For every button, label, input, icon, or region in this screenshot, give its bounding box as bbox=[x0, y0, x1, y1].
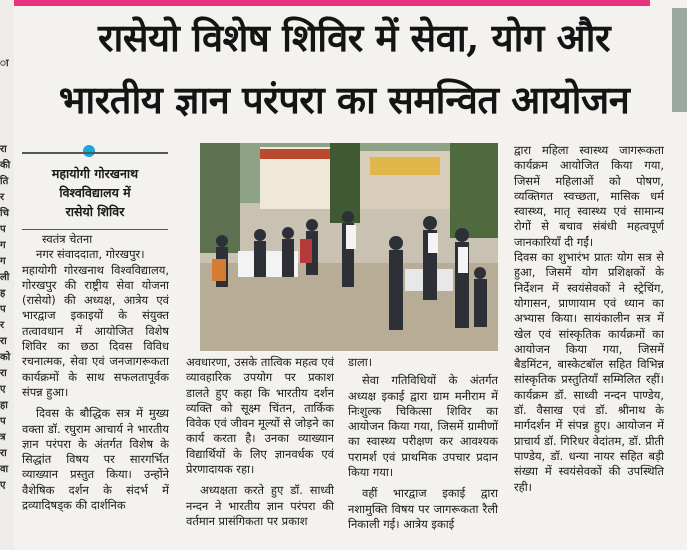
adjacent-fragment-glyph: रा bbox=[0, 448, 7, 459]
byline: स्वतंत्र चेतना bbox=[42, 232, 93, 246]
adjacent-fragment-glyph: ली bbox=[0, 272, 10, 283]
event-photo bbox=[200, 143, 498, 351]
article-column-3 bbox=[348, 355, 498, 548]
article-paragraph: वहीं भारद्वाज इकाई द्वारा नशामुक्ति विषय पर जागरूकता रैली निकाली गई। आत्रेय इकाई bbox=[348, 486, 498, 531]
adjacent-fragment-glyph: रा bbox=[0, 336, 7, 347]
top-accent-bar bbox=[0, 0, 650, 6]
subheading-line-1: महायोगी गोरखनाथ bbox=[51, 166, 139, 181]
article-column-4 bbox=[514, 143, 664, 548]
headline-line-1: रासेयो विशेष शिविर में सेवा, योग और bbox=[97, 15, 611, 60]
adjacent-fragment-glyph: चि bbox=[0, 208, 9, 219]
adjacent-fragment-glyph: ग bbox=[0, 256, 6, 267]
dateline: नगर संवाददाता, गोरखपुर। bbox=[36, 247, 145, 262]
article-paragraph: दिवस का शुभारंभ प्रातः योग सत्र से हुआ, जिसमें योग प्रशिक्षकों के निर्देशन में स्वयंसेवकों ने स्ट्रेचिंग, योगासन, प्राणायाम एवं ध्यान का अभ्यास किया। सायंकालीन सत्र में खेल एवं सांस्कृतिक कार्यक्रमों का आयोजन किया गया, जिसमें बैडमिंटन, बास्केटबॉल सहित विभिन्न सांस्कृतिक प्रस्तुतियाँ सम्मिलित रहीं। कार्यक्रम डॉ. साध्वी नन्दन पाण्डेय, डॉ. वैसाख एवं डॉ. श्रीनाथ के मार्गदर्शन में संपन्न हुए। आयोजन में प्राचार्य डॉ. गिरिधर वेदांतम, डॉ. प्रीती पाण्डेय, डॉ. धन्या नायर सहित बड़ी संख्या में स्वयंसेवकों की उपस्थिति रही। bbox=[514, 250, 664, 494]
adjacent-fragment-glyph: की bbox=[0, 160, 11, 171]
article-paragraph: सेवा गतिविधियों के अंतर्गत अध्यक्ष इकाई द्वारा ग्राम मनीराम में निःशुल्क चिकित्सा शिविर का आयोजन किया गया, जिसमें ग्रामीणों का स्वास्थ्य परीक्षण कर आवश्यक परामर्श एवं प्राथमिक उपचार प्रदान किया गया। bbox=[348, 373, 498, 480]
headline bbox=[14, 12, 674, 126]
article-column-1 bbox=[22, 232, 169, 548]
adjacent-fragment-glyph: रा bbox=[0, 368, 7, 379]
adjacent-fragment-glyph: को bbox=[0, 352, 11, 363]
adjacent-fragment-glyph: वा bbox=[0, 464, 9, 475]
adjacent-fragment-glyph: प bbox=[0, 224, 6, 235]
article-paragraph: महायोगी गोरखनाथ विश्वविद्यालय, गोरखपुर की राष्ट्रीय सेवा योजना (रासेयो) की अध्यक्ष, आत्रेय एवं भारद्वाज इकाइयों के संयुक्त तत्वावधान में आयोजित विशेष शिविर का छठा दिवस विविध रचनात्मक, सेवा एवं जनजागरूकता कार्यक्रमों के साथ सफलतापूर्वक संपन्न हुआ। bbox=[22, 262, 169, 399]
article-paragraph: द्वारा महिला स्वास्थ्य जागरूकता कार्यक्रम आयोजित किया गया, जिसमें महिलाओं को पोषण, व्यक्तिगत स्वच्छता, मासिक धर्म स्वास्थ्य, मातृ स्वास्थ्य एवं सामान्य रोगों से बचाव संबंधी महत्वपूर्ण जानकारियाँ दी गईं। bbox=[514, 143, 664, 249]
subheading-line-2: विश्वविद्यालय में bbox=[59, 185, 131, 200]
adjacent-fragment-glyph: प bbox=[0, 416, 6, 427]
adjacent-fragment-glyph: ए bbox=[0, 480, 6, 491]
adjacent-fragment-glyph: ति bbox=[0, 176, 9, 187]
subheading-line-3: रासेयो शिविर bbox=[65, 204, 125, 219]
article-paragraph: अध्यक्षता करते हुए डॉ. साध्वी नन्दन ने भारतीय ज्ञान परंपरा की वर्तमान प्रासंगिकता पर प्रकाश bbox=[186, 483, 334, 528]
article-paragraph: अवधारणा, उसके तात्विक महत्व एवं व्यावहारिक उपयोग पर प्रकाश डालते हुए कहा कि भारतीय दर्शन व्यक्ति को सूक्ष्म चिंतन, तार्किक विवेक एवं जीवन मूल्यों से जोड़ने का कार्य करता है। उनका व्याख्यान विद्यार्थियों के लिए ज्ञानवर्धक एवं प्रेरणादायक रहा। bbox=[186, 355, 334, 477]
adjacent-fragment-glyph: त्र bbox=[0, 432, 6, 443]
article-paragraph: दिवस के बौद्धिक सत्र में मुख्य वक्ता डॉ. रघुराम आचार्य ने भारतीय ज्ञान परंपरा के अंतर्गत विशेष के सिद्धांत विषय पर सारगर्भित व्याख्यान प्रस्तुत किया। उन्होंने वैशेषिक दर्शन के संदर्भ में द्रव्यादिषड्क की दार्शनिक bbox=[22, 406, 169, 513]
adjacent-column-fragment bbox=[0, 0, 14, 550]
subheading-rule bbox=[22, 229, 168, 230]
subheading-box bbox=[22, 152, 168, 221]
adjacent-fragment-glyph: र bbox=[0, 192, 5, 203]
adjacent-fragment-glyph: ए bbox=[0, 384, 6, 395]
adjacent-fragment-glyph: ह bbox=[0, 288, 6, 299]
adjacent-photo-fragment bbox=[672, 8, 687, 112]
adjacent-fragment-glyph: प bbox=[0, 304, 6, 315]
adjacent-fragment-glyph: ा bbox=[0, 58, 9, 69]
adjacent-fragment-glyph: हा bbox=[0, 400, 8, 411]
article-paragraph: डाला। bbox=[348, 355, 373, 369]
adjacent-fragment-glyph: रा bbox=[0, 144, 7, 155]
adjacent-fragment-glyph: ग bbox=[0, 240, 6, 251]
adjacent-fragment-glyph: र bbox=[0, 320, 5, 331]
article-column-2 bbox=[186, 355, 334, 548]
headline-line-2: भारतीय ज्ञान परंपरा का समन्वित आयोजन bbox=[58, 77, 630, 122]
